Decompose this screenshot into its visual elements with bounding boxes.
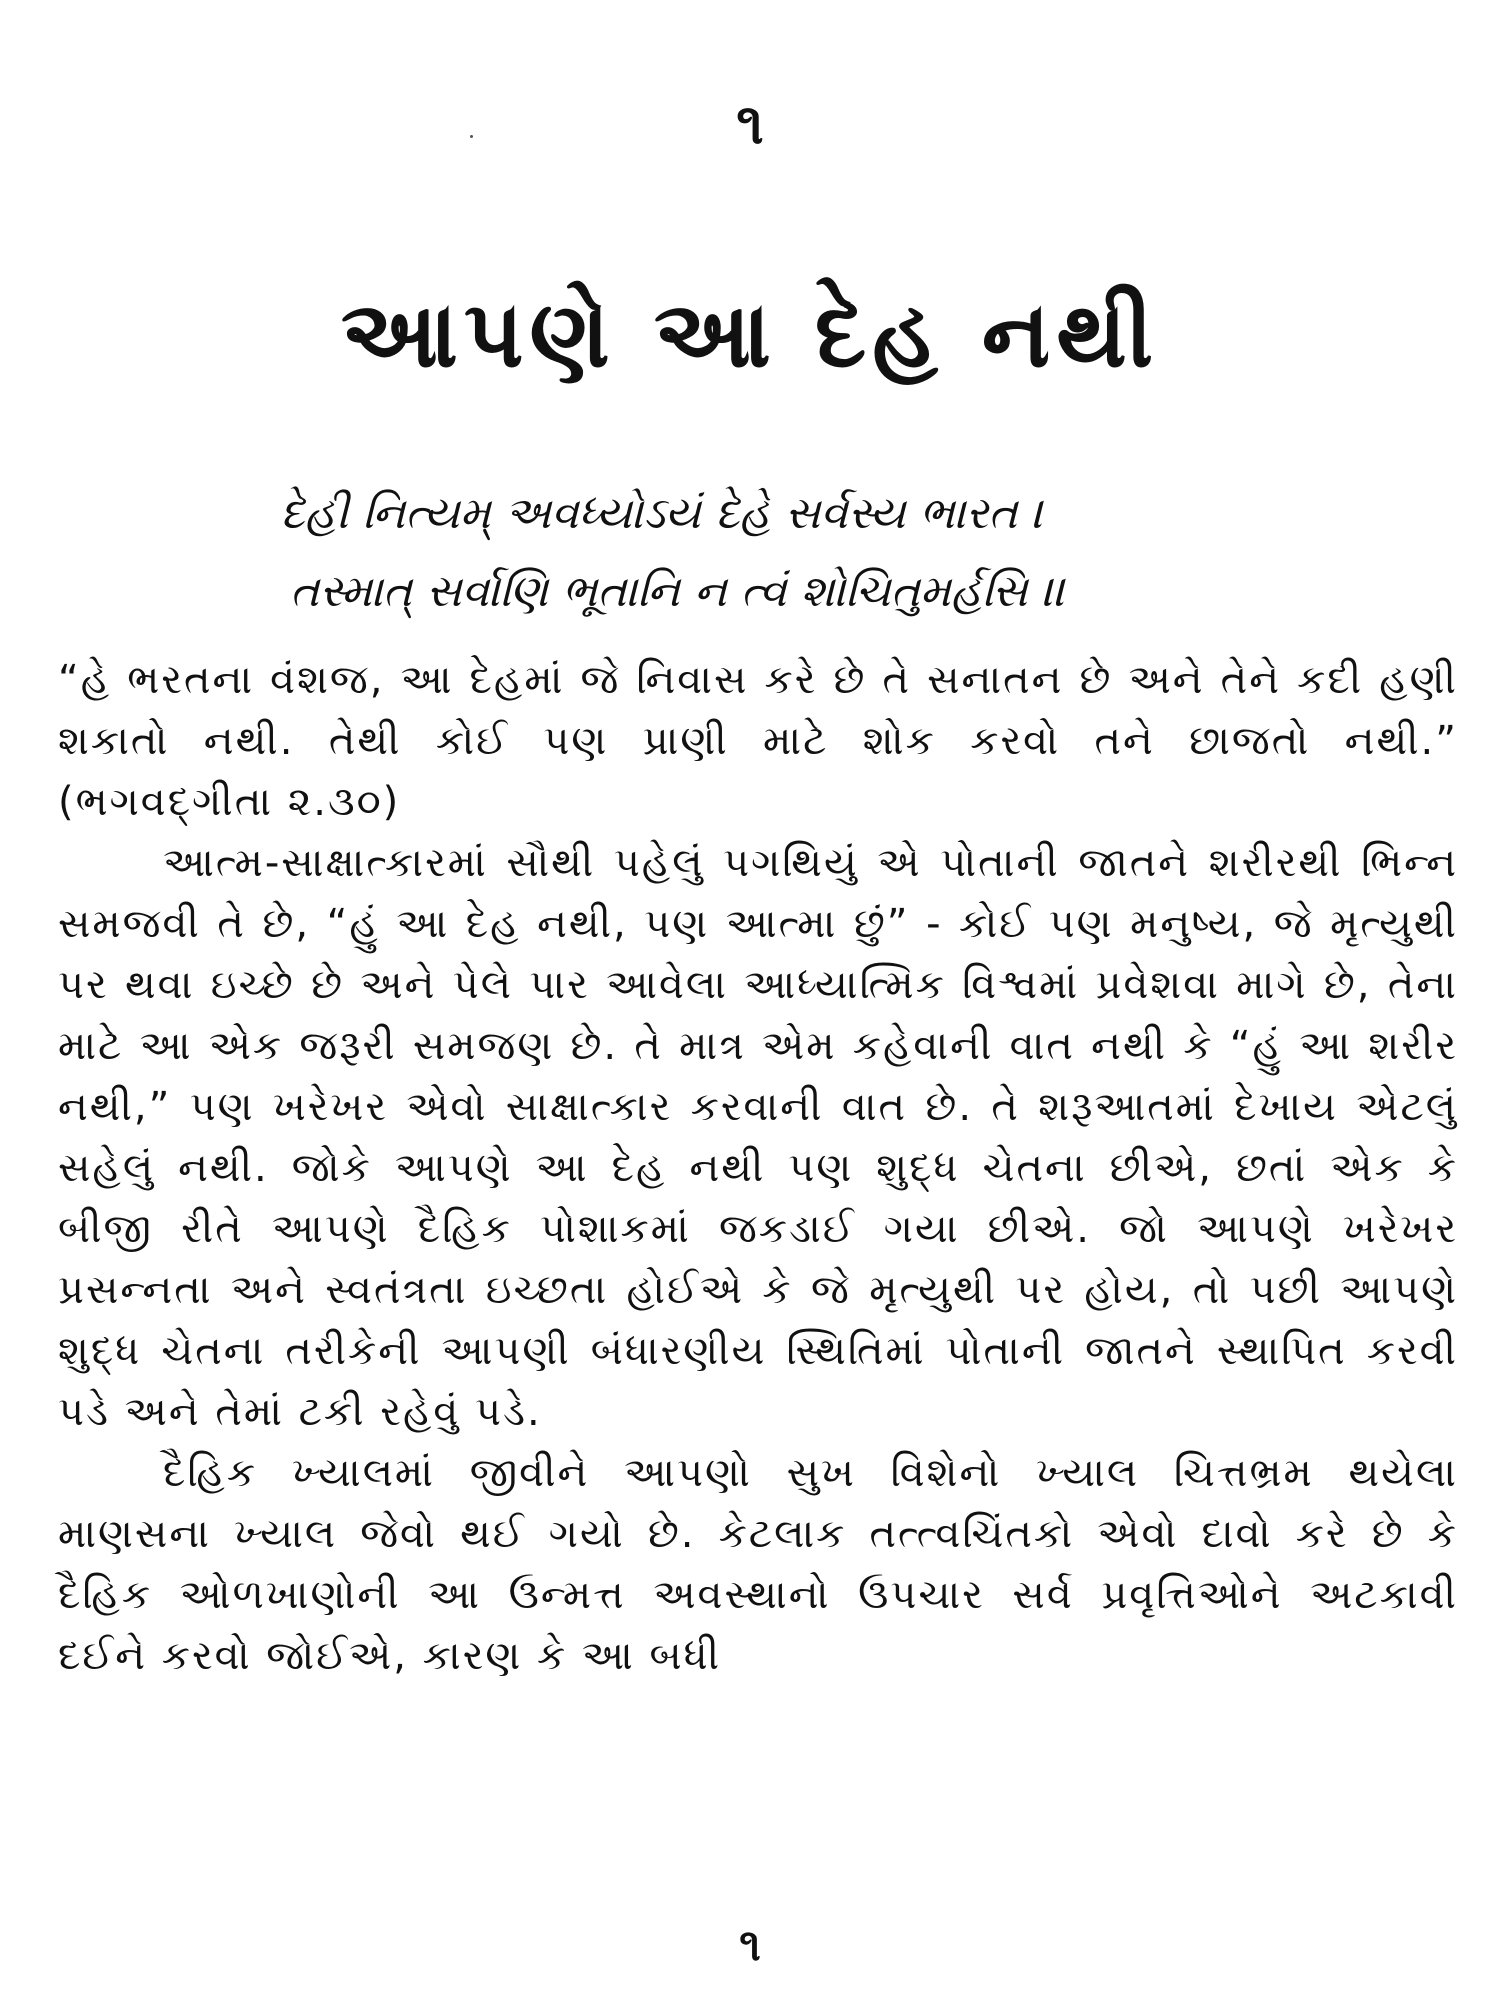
sanskrit-verse	[280, 475, 1340, 631]
paragraph-translation: “હે ભરતના વંશજ, આ દેહમાં જે નિવાસ કરે છે તે સનાતન છે અને તેને કદી હણી શકાતો નથી. તેથી કોઈ પણ પ્રાણી માટે શોક કરવો તને છાજતો નથી.” (ભગવદ્ગીતા ૨.૩૦)	[58, 657, 1458, 825]
paragraph-self-realization: આત્મ-સાક્ષાત્કારમાં સૌથી પહેલું પગથિયું એ પોતાની જાતને શરીરથી ભિન્ન સમજવી તે છે, “હું આ દેહ નથી, પણ આત્મા છું” - કોઈ પણ મનુષ્ય, જે મૃત્યુથી પર થવા ઇચ્છે છે અને પેલે પાર આવેલા આધ્યાત્મિક વિશ્વમાં પ્રવેશવા માગે છે, તેના માટે આ એક જરૂરી સમજણ છે. તે માત્ર એમ કહેવાની વાત નથી કે “હું આ શરીર નથી,” પણ ખરેખર એવો સાક્ષાત્કાર કરવાની વાત છે. તે શરૂઆતમાં દેખાય એટલું સહેલું નથી. જોકે આપણે આ દેહ નથી પણ શુદ્ધ ચેતના છીએ, છતાં એક કે બીજી રીતે આપણે દૈહિક પોશાકમાં જકડાઈ ગયા છીએ. જો આપણે ખરેખર પ્રસન્નતા અને સ્વતંત્રતા ઇચ્છતા હોઈએ કે જે મૃત્યુથી પર હોય, તો પછી આપણે શુદ્ધ ચેતના તરીકેની આપણી બંધારણીય સ્થિતિમાં પોતાની જાતને સ્થાપિત કરવી પડે અને તેમાં ટકી રહેવું પડે.	[58, 840, 1458, 1435]
verse-line-1: દેહી નિત્યમ્ અવધ્યોઽયં દેહે સર્વસ્ય ભારત ।	[280, 488, 1044, 539]
verse-line-2: તસ્માત્ સર્વાણિ ભૂતાનિ ન ત્વં શોચિતુમર્હસિ ।।	[290, 566, 1066, 617]
chapter-title: આપણે આ દેહ નથી	[340, 281, 1160, 388]
paragraph-bodily-concept: દૈહિક ખ્યાલમાં જીવીને આપણો સુખ વિશેનો ખ્યાલ ચિત્તભ્રમ થયેલા માણસના ખ્યાલ જેવો થઈ ગયો છે. કેટલાક તત્ત્વચિંતકો એવો દાવો કરે છે કે દૈહિક ઓળખાણોની આ ઉન્મત્ત અવસ્થાનો ઉપચાર સર્વ પ્રવૃત્તિઓને અટકાવી દઈને કરવો જોઈએ, કારણ કે આ બધી	[58, 1450, 1458, 1679]
body-text	[58, 650, 1458, 1687]
page-number: ૧	[739, 1920, 761, 1971]
chapter-number: ૧	[736, 92, 764, 157]
